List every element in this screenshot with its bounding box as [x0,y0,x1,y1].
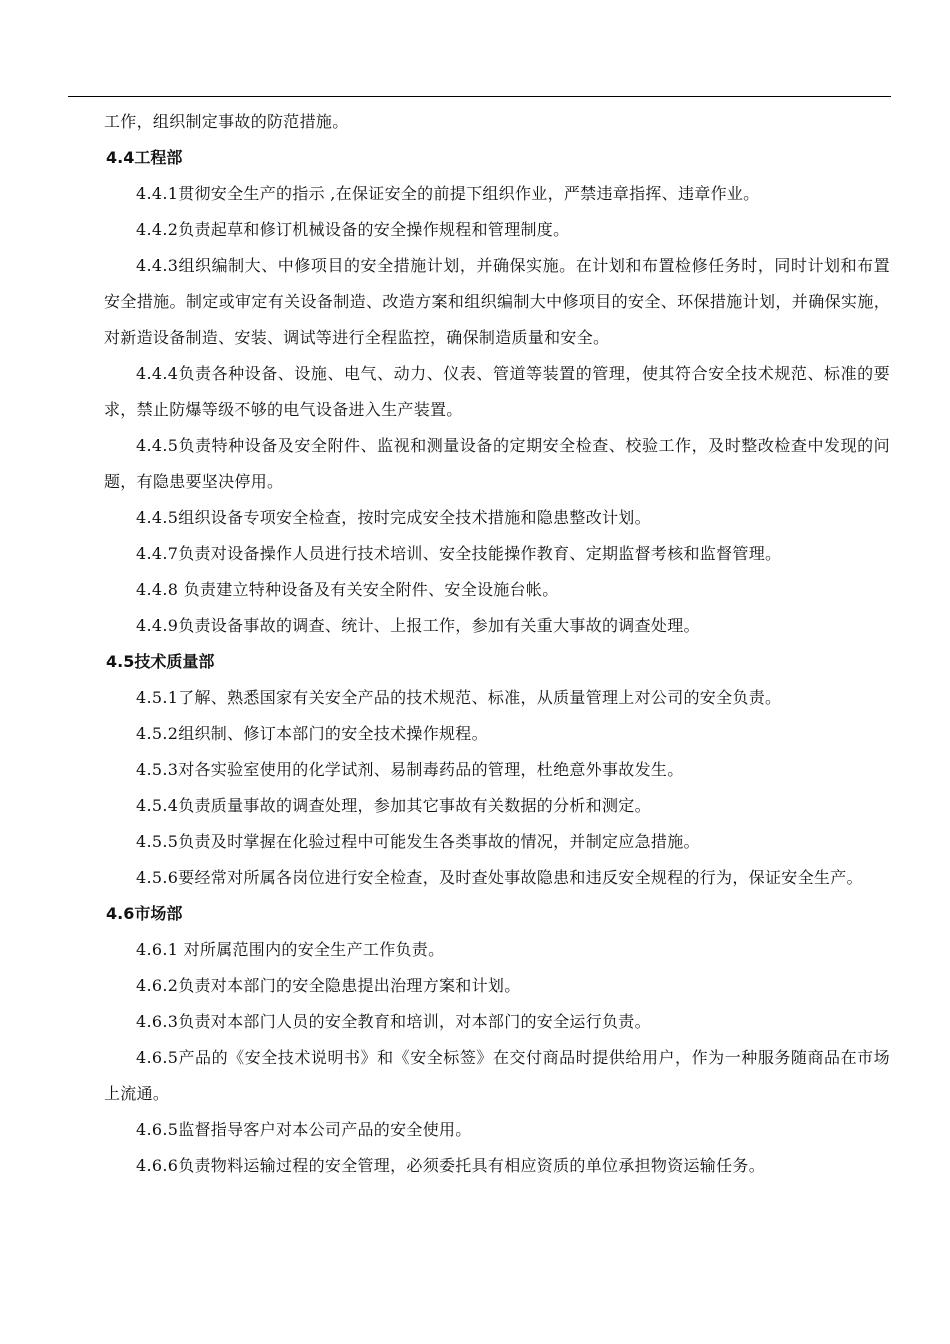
clause-4-6-2: 4.6.2负责对本部门的安全隐患提出治理方案和计划。 [136,976,521,995]
document-body [104,104,890,1184]
header-rule [68,96,891,97]
section-heading-market: 4.6市场部 [106,904,183,923]
clause-4-4-8: 4.4.8 负责建立特种设备及有关安全附件、安全设施台帐。 [136,580,559,599]
clause-4-4-4: 4.4.4负责各种设备、设施、电气、动力、仪表、管道等装置的管理，使其符合安全技术规范、标准的要求，禁止防爆等级不够的电气设备进入生产装置。 [104,364,890,419]
clause-4-6-3: 4.6.3负责对本部门人员的安全教育和培训，对本部门的安全运行负责。 [136,1012,651,1031]
clause-4-6-5b: 4.6.5监督指导客户对本公司产品的安全使用。 [136,1120,472,1139]
clause-4-6-5: 4.6.5产品的《安全技术说明书》和《安全标签》在交付商品时提供给用户，作为一种服务随商品在市场上流通。 [104,1048,890,1103]
clause-4-6-6: 4.6.6负责物料运输过程的安全管理，必须委托具有相应资质的单位承担物资运输任务。 [136,1156,766,1175]
lead-paragraph: 工作，组织制定事故的防范措施。 [104,112,349,131]
clause-4-4-2: 4.4.2负责起草和修订机械设备的安全操作规程和管理制度。 [136,220,570,239]
clause-4-4-9: 4.4.9负责设备事故的调查、统计、上报工作，参加有关重大事故的调查处理。 [136,616,700,635]
clause-4-4-3: 4.4.3组织编制大、中修项目的安全措施计划，并确保实施。在计划和布置检修任务时，同时计划和布置安全措施。制定或审定有关设备制造、改造方案和组织编制大中修项目的安全、环保措施计划，并确保实施，对新造设备制造、安装、调试等进行全程监控，确保制造质量和安全。 [104,256,890,347]
clause-4-5-2: 4.5.2组织制、修订本部门的安全技术操作规程。 [136,724,488,743]
clause-4-5-1: 4.5.1了解、熟悉国家有关安全产品的技术规范、标准，从质量管理上对公司的安全负责。 [136,688,782,707]
clause-4-5-5: 4.5.5负责及时掌握在化验过程中可能发生各类事故的情况，并制定应急措施。 [136,832,700,851]
section-heading-quality: 4.5技术质量部 [106,652,215,671]
clause-4-4-5: 4.4.5负责特种设备及安全附件、监视和测量设备的定期安全检查、校验工作，及时整改检查中发现的问题，有隐患要坚决停用。 [104,436,890,491]
section-heading-engineering: 4.4工程部 [106,148,183,167]
clause-4-4-1: 4.4.1贯彻安全生产的指示 ,在保证安全的前提下组织作业，严禁违章指挥、违章作业。 [136,184,760,203]
clause-4-6-1: 4.6.1 对所属范围内的安全生产工作负责。 [136,940,445,959]
clause-4-4-5b: 4.4.5组织设备专项安全检查，按时完成安全技术措施和隐患整改计划。 [136,508,651,527]
clause-4-5-4: 4.5.4负责质量事故的调查处理，参加其它事故有关数据的分析和测定。 [136,796,651,815]
clause-4-5-3: 4.5.3对各实验室使用的化学试剂、易制毒药品的管理，杜绝意外事故发生。 [136,760,684,779]
clause-4-4-7: 4.4.7负责对设备操作人员进行技术培训、安全技能操作教育、定期监督考核和监督管理。 [136,544,782,563]
clause-4-5-6: 4.5.6要经常对所属各岗位进行安全检查，及时查处事故隐患和违反安全规程的行为，保证安全生产。 [136,868,863,887]
